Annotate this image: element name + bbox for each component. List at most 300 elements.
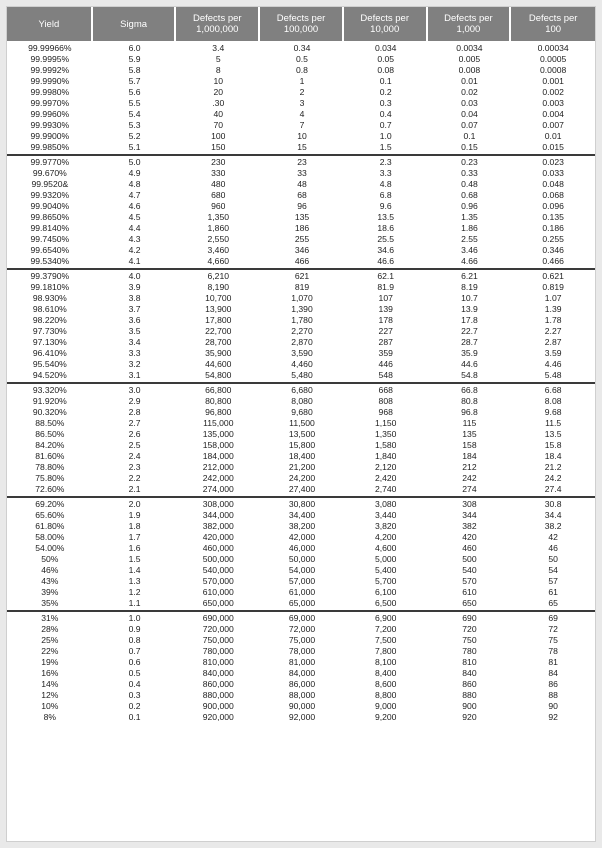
cell-defects-per-1000: 0.02 [461,87,478,97]
cell-yield: 35% [41,598,59,608]
cell-defects-per-10000: 1.5 [379,142,392,152]
cell-sigma: 5.0 [128,157,141,167]
cell-yield: 99.7450% [30,234,70,244]
cell-defects-per-million: 6,210 [207,271,230,281]
cell-defects-per-100: 6.68 [544,385,562,395]
cell-defects-per-1000: 690 [462,613,477,623]
cell-defects-per-100: 0.819 [542,282,564,292]
cell-defects-per-million: 150 [211,142,226,152]
cell-defects-per-1000: 0.07 [461,120,478,130]
cell-defects-per-10000: 3.3 [379,168,392,178]
cell-defects-per-1000: 8.19 [461,282,478,292]
table-row [7,168,595,179]
cell-defects-per-100000: 38,200 [288,521,316,531]
header-yield: Yield [7,7,93,41]
cell-defects-per-100: 0.621 [542,271,564,281]
cell-defects-per-10000: 25.5 [377,234,395,244]
table-row [7,510,595,521]
cell-defects-per-10000: 7,800 [374,646,397,656]
table-row [7,190,595,201]
cell-defects-per-1000: 0.005 [458,54,481,64]
cell-sigma: 1.9 [128,510,141,520]
table-row [7,613,595,624]
cell-defects-per-million: 690,000 [202,613,234,623]
cell-defects-per-10000: 2.3 [379,157,392,167]
table-row [7,131,595,142]
cell-defects-per-10000: 13.5 [377,212,395,222]
cell-defects-per-100000: 15 [297,142,307,152]
cell-defects-per-million: 184,000 [202,451,234,461]
cell-defects-per-million: 880,000 [202,690,234,700]
table-row [7,201,595,212]
cell-sigma: 1.8 [128,521,141,531]
cell-defects-per-100000: 18,400 [288,451,316,461]
cell-defects-per-100000: 27,400 [288,484,316,494]
table-row [7,712,595,723]
table-row [7,109,595,120]
cell-yield: 96.410% [32,348,67,358]
cell-defects-per-10000: 4,200 [374,532,397,542]
cell-defects-per-100: 38.2 [544,521,562,531]
cell-defects-per-100: 0.033 [542,168,564,178]
cell-sigma: 3.8 [128,293,141,303]
header-defects-per-10000: Defects per 10,000 [344,7,428,41]
cell-sigma: 5.7 [128,76,141,86]
table-row [7,624,595,635]
cell-yield: 98.930% [32,293,67,303]
cell-sigma: 1.6 [128,543,141,553]
cell-defects-per-million: 242,000 [202,473,234,483]
cell-defects-per-100000: 75,000 [288,635,316,645]
cell-defects-per-10000: 446 [378,359,393,369]
cell-yield: 99.9992% [30,65,70,75]
cell-defects-per-100: 18.4 [544,451,562,461]
cell-defects-per-100: 61 [548,587,558,597]
cell-yield: 99.1810% [30,282,70,292]
cell-defects-per-1000: 135 [462,429,477,439]
cell-yield: 99.9970% [30,98,70,108]
cell-sigma: 3.9 [128,282,141,292]
cell-yield: 91.920% [32,396,67,406]
cell-sigma: 4.4 [128,223,141,233]
cell-defects-per-10000: 0.05 [377,54,395,64]
cell-defects-per-100: 0.0005 [540,54,567,64]
cell-defects-per-1000: 44.6 [461,359,478,369]
cell-defects-per-1000: 212 [462,462,477,472]
cell-defects-per-million: 10,700 [205,293,232,303]
table-row [7,635,595,646]
cell-defects-per-100000: 1,390 [291,304,313,314]
cell-defects-per-million: 780,000 [202,646,234,656]
cell-defects-per-million: 8,190 [207,282,230,292]
cell-defects-per-100: 0.004 [542,109,564,119]
cell-yield: 99.99966% [28,43,72,53]
cell-defects-per-1000: 66.8 [461,385,478,395]
cell-sigma: 2.4 [128,451,141,461]
cell-defects-per-10000: 0.08 [377,65,395,75]
cell-defects-per-100: 69 [548,613,558,623]
cell-defects-per-100000: 72,000 [288,624,316,634]
table-row [7,315,595,326]
cell-defects-per-1000: 720 [462,624,477,634]
table-row [7,576,595,587]
cell-defects-per-100: 78 [548,646,558,656]
cell-defects-per-100: 27.4 [544,484,562,494]
cell-yield: 58.00% [35,532,65,542]
cell-sigma: 2.7 [128,418,141,428]
cell-defects-per-10000: 0.1 [379,76,392,86]
cell-defects-per-1000: 184 [462,451,477,461]
cell-defects-per-100000: 9,680 [291,407,313,417]
table-row [7,657,595,668]
cell-defects-per-million: 650,000 [202,598,234,608]
cell-defects-per-100000: 135 [294,212,310,222]
cell-defects-per-1000: 28.7 [461,337,478,347]
cell-defects-per-10000: 18.6 [377,223,395,233]
cell-defects-per-million: 28,700 [205,337,232,347]
cell-sigma: 4.9 [128,168,141,178]
cell-sigma: 3.2 [128,359,141,369]
cell-defects-per-100000: 90,000 [288,701,316,711]
cell-yield: 99.9320% [30,190,70,200]
cell-defects-per-100000: 92,000 [288,712,316,722]
cell-defects-per-100: 90 [548,701,558,711]
cell-defects-per-100000: 84,000 [288,668,316,678]
cell-sigma: 2.1 [128,484,141,494]
cell-defects-per-1000: 0.1 [463,131,476,141]
cell-yield: 98.220% [32,315,67,325]
cell-defects-per-1000: 115 [462,418,477,428]
cell-defects-per-10000: 1,150 [374,418,397,428]
cell-defects-per-100: 65 [548,598,558,608]
table-row [7,690,595,701]
cell-defects-per-million: 1,860 [207,223,230,233]
cell-defects-per-100000: 466 [294,256,310,266]
table-row [7,337,595,348]
cell-defects-per-10000: 7,500 [374,635,397,645]
cell-defects-per-100: 5.48 [544,370,562,380]
cell-yield: 93.320% [32,385,67,395]
cell-yield: 99.9960% [30,109,70,119]
cell-defects-per-10000: 6.8 [379,190,392,200]
cell-defects-per-million: 920,000 [202,712,234,722]
cell-defects-per-million: 8 [215,65,221,75]
cell-defects-per-100000: 186 [294,223,310,233]
cell-sigma: 2.5 [128,440,141,450]
cell-defects-per-100000: 57,000 [288,576,316,586]
cell-defects-per-100: 0.048 [542,179,564,189]
cell-defects-per-100: 2.87 [544,337,562,347]
cell-defects-per-10000: 9,000 [374,701,397,711]
cell-defects-per-100000: 11,500 [289,418,315,428]
cell-defects-per-100: 0.01 [544,131,562,141]
cell-defects-per-million: 960 [211,201,226,211]
cell-sigma: 5.8 [128,65,141,75]
cell-defects-per-1000: 35.9 [461,348,478,358]
cell-defects-per-10000: 1,840 [374,451,397,461]
cell-defects-per-10000: 0.7 [379,120,392,130]
cell-defects-per-1000: 158 [462,440,477,450]
cell-defects-per-million: 70 [213,120,224,130]
cell-yield: 99.9040% [30,201,70,211]
table-row [7,120,595,131]
cell-defects-per-1000: 382 [462,521,477,531]
cell-defects-per-10000: 8,800 [374,690,397,700]
cell-defects-per-100000: 1,070 [291,293,313,303]
cell-defects-per-10000: 3,440 [374,510,397,520]
cell-defects-per-million: 382,000 [202,521,234,531]
cell-defects-per-100000: 621 [294,271,310,281]
table-row [7,65,595,76]
cell-defects-per-1000: 750 [462,635,477,645]
cell-yield: 99.9900% [30,131,70,141]
cell-defects-per-million: 720,000 [202,624,234,634]
cell-defects-per-100000: 65,000 [288,598,316,608]
cell-defects-per-10000: 1,580 [374,440,397,450]
cell-defects-per-100: 9.68 [544,407,562,417]
cell-defects-per-100: 1.78 [544,315,562,325]
cell-defects-per-10000: 668 [378,385,393,395]
cell-sigma: 4.0 [128,271,141,281]
cell-defects-per-10000: 359 [378,348,393,358]
cell-defects-per-100000: 15,800 [288,440,316,450]
table-row [7,385,595,396]
cell-defects-per-million: 810,000 [202,657,234,667]
cell-sigma: 4.7 [128,190,141,200]
cell-defects-per-100000: 46,000 [288,543,316,553]
cell-defects-per-100000: 0.8 [296,65,308,75]
cell-defects-per-1000: 0.68 [461,190,478,200]
cell-defects-per-100: 72 [548,624,558,634]
cell-defects-per-1000: 0.04 [461,109,478,119]
cell-defects-per-1000: 780 [462,646,477,656]
table-row [7,256,595,267]
cell-sigma: 5.6 [128,87,141,97]
cell-yield: 10% [41,701,59,711]
cell-defects-per-million: 66,800 [205,385,232,395]
cell-defects-per-100000: 68 [297,190,307,200]
table-row [7,348,595,359]
cell-defects-per-100: 0.255 [542,234,564,244]
cell-defects-per-1000: 0.01 [461,76,478,86]
cell-yield: 97.730% [32,326,67,336]
cell-defects-per-1000: 810 [462,657,477,667]
cell-yield: 99.9930% [30,120,70,130]
cell-defects-per-million: 22,700 [205,326,232,336]
table-row [7,440,595,451]
cell-defects-per-100: 0.0008 [540,65,567,75]
table-row [7,179,595,190]
cell-sigma: 4.6 [128,201,141,211]
cell-defects-per-100000: 4 [299,109,305,119]
cell-defects-per-100000: 81,000 [288,657,316,667]
cell-defects-per-million: 680 [211,190,226,200]
cell-defects-per-10000: 62.1 [377,271,395,281]
cell-sigma: 6.0 [128,43,141,53]
cell-defects-per-million: 330 [211,168,226,178]
cell-defects-per-100: 11.5 [545,418,562,428]
cell-defects-per-100: 0.00034 [537,43,569,53]
cell-defects-per-10000: 2,120 [374,462,397,472]
cell-defects-per-1000: 0.15 [461,142,478,152]
cell-defects-per-100: 1.07 [544,293,562,303]
cell-defects-per-100000: 346 [294,245,310,255]
cell-defects-per-10000: 1.0 [379,131,392,141]
cell-defects-per-100: 34.4 [544,510,562,520]
cell-defects-per-million: 44,600 [205,359,232,369]
cell-defects-per-10000: 808 [378,396,393,406]
cell-defects-per-100000: 5,480 [291,370,313,380]
cell-defects-per-10000: 2,740 [374,484,397,494]
cell-defects-per-1000: 460 [462,543,477,553]
cell-defects-per-100000: 0.34 [293,43,311,53]
cell-sigma: 1.3 [128,576,141,586]
cell-defects-per-10000: 548 [378,370,393,380]
cell-defects-per-1000: 920 [462,712,477,722]
cell-defects-per-10000: 1,350 [374,429,397,439]
cell-sigma: 4.3 [128,234,141,244]
table-row [7,396,595,407]
cell-defects-per-10000: 0.034 [374,43,397,53]
cell-defects-per-100: 42 [548,532,558,542]
cell-sigma: 2.0 [128,499,141,509]
cell-defects-per-10000: 287 [378,337,393,347]
cell-defects-per-100000: 24,200 [288,473,316,483]
table-row [7,451,595,462]
cell-sigma: 3.5 [128,326,141,336]
cell-defects-per-100: 15.8 [544,440,562,450]
sigma-table [6,6,596,842]
cell-defects-per-1000: 860 [462,679,477,689]
cell-defects-per-100: 21.2 [544,462,562,472]
cell-defects-per-1000: 0.96 [461,201,478,211]
table-row [7,293,595,304]
cell-defects-per-million: 13,900 [205,304,232,314]
cell-defects-per-100000: 23 [297,157,307,167]
table-row [7,359,595,370]
cell-defects-per-10000: 8,400 [374,668,397,678]
cell-sigma: 1.1 [128,598,141,608]
cell-defects-per-1000: 13.9 [461,304,478,314]
group-separator [7,154,595,156]
cell-defects-per-100: 3.59 [544,348,562,358]
cell-defects-per-million: 540,000 [202,565,234,575]
cell-defects-per-100000: 1,780 [291,315,313,325]
cell-sigma: 3.1 [128,370,141,380]
cell-yield: 8% [43,712,57,722]
cell-sigma: 4.8 [128,179,141,189]
cell-sigma: 5.3 [128,120,141,130]
cell-yield: 95.540% [32,359,67,369]
cell-yield: 99.9990% [30,76,70,86]
cell-defects-per-1000: 0.0034 [456,43,483,53]
cell-defects-per-million: 308,000 [202,499,234,509]
cell-sigma: 0.7 [128,646,141,656]
cell-sigma: 2.9 [128,396,141,406]
cell-sigma: 0.6 [128,657,141,667]
cell-defects-per-10000: 6,500 [374,598,397,608]
cell-yield: 99.8140% [30,223,70,233]
cell-defects-per-100: 75 [548,635,558,645]
cell-yield: 99.5340% [30,256,70,266]
cell-yield: 94.520% [32,370,67,380]
cell-defects-per-1000: 840 [462,668,477,678]
cell-yield: 69.20% [35,499,65,509]
cell-defects-per-10000: 8,600 [374,679,397,689]
cell-yield: 19% [41,657,59,667]
cell-defects-per-100: 57 [548,576,558,586]
cell-defects-per-100: 50 [548,554,558,564]
cell-sigma: 5.5 [128,98,141,108]
cell-yield: 81.60% [35,451,65,461]
table-row [7,142,595,153]
cell-sigma: 0.8 [128,635,141,645]
table-row [7,565,595,576]
cell-defects-per-10000: 6,100 [374,587,397,597]
cell-defects-per-10000: 107 [378,293,393,303]
cell-defects-per-million: 35,900 [205,348,232,358]
table-row [7,646,595,657]
cell-defects-per-million: 460,000 [202,543,234,553]
cell-defects-per-100: 24.2 [544,473,562,483]
cell-defects-per-100: 2.27 [544,326,562,336]
cell-yield: 16% [41,668,59,678]
cell-defects-per-100: 1.39 [544,304,562,314]
cell-sigma: 4.1 [128,256,141,266]
cell-yield: 22% [41,646,59,656]
cell-defects-per-1000: 900 [462,701,477,711]
cell-yield: 43% [41,576,59,586]
cell-defects-per-100000: 2,270 [291,326,313,336]
cell-defects-per-10000: 0.2 [379,87,392,97]
group-separator [7,610,595,612]
cell-defects-per-1000: 2.55 [461,234,478,244]
cell-defects-per-10000: 4,600 [374,543,397,553]
cell-defects-per-million: 900,000 [202,701,234,711]
table-row [7,462,595,473]
cell-sigma: 3.4 [128,337,141,347]
cell-defects-per-million: 480 [211,179,226,189]
cell-defects-per-100: 84 [548,668,558,678]
cell-defects-per-million: 80,800 [205,396,232,406]
cell-defects-per-10000: 139 [378,304,393,314]
cell-defects-per-100000: 10 [297,131,307,141]
cell-defects-per-100: 0.003 [542,98,564,108]
cell-defects-per-100000: 34,400 [288,510,316,520]
table-row [7,499,595,510]
cell-defects-per-1000: 96.8 [461,407,478,417]
cell-defects-per-1000: 570 [462,576,477,586]
cell-defects-per-100000: 42,000 [288,532,316,542]
cell-yield: 46% [41,565,59,575]
cell-defects-per-10000: 9,200 [374,712,397,722]
cell-defects-per-million: 3,460 [207,245,230,255]
cell-defects-per-million: 20 [213,87,224,97]
cell-defects-per-million: 840,000 [202,668,234,678]
table-row [7,54,595,65]
cell-defects-per-million: 115,000 [203,418,234,428]
cell-sigma: 0.1 [128,712,141,722]
table-row [7,76,595,87]
cell-yield: 99.9995% [30,54,70,64]
cell-defects-per-10000: 0.3 [379,98,392,108]
cell-defects-per-million: 4,660 [207,256,230,266]
cell-defects-per-million: 750,000 [202,635,234,645]
cell-defects-per-million: 17,800 [205,315,232,325]
cell-defects-per-100: 0.023 [542,157,564,167]
table-row [7,245,595,256]
cell-defects-per-million: 3.4 [212,43,225,53]
